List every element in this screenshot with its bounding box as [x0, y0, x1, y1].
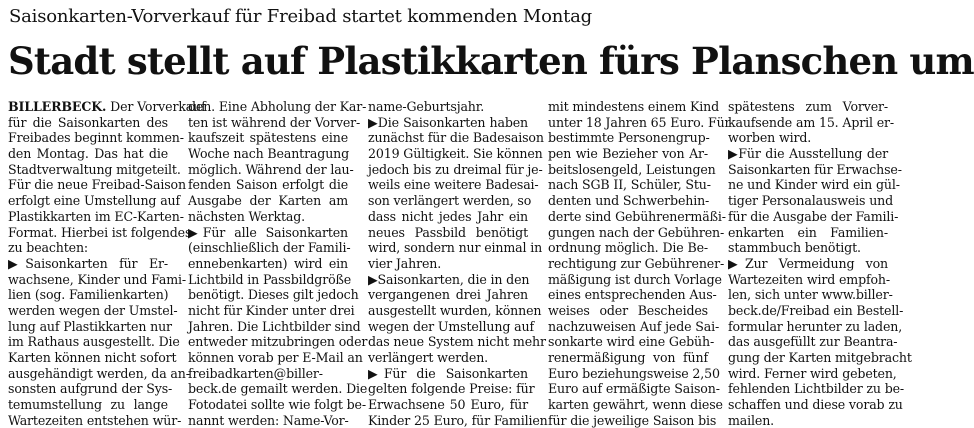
article-text-line: ▶Für die Ausstellung der — [728, 146, 888, 162]
article-text-line: verlängert werden. — [368, 350, 489, 365]
article-text-line: gung der Karten mitgebracht — [728, 350, 912, 365]
article-text-line — [8, 99, 206, 115]
article-text-line: unter 18 Jahren 65 Euro. Für — [548, 114, 731, 130]
article-text-line: lien (sog. Familienkarten) — [8, 287, 169, 303]
article-text-line: spätestens zum Vorver- — [728, 99, 888, 114]
article-text-line: ne und Kinder wird ein gül- — [728, 177, 900, 193]
article-text-line: sonsten aufgrund der Sys- — [8, 381, 173, 397]
article-text-line: wird. Ferner wird gebeten, — [728, 365, 897, 381]
article-text-line: Wartezeiten entstehen wür- — [8, 412, 182, 428]
article-text-line: ▶Saisonkarten, die in den — [368, 271, 530, 287]
article-text-line: tiger Personalausweis und — [728, 193, 894, 209]
article-headline: Stadt stellt auf Plastikkarten fürs Planschen um — [8, 39, 974, 83]
article-column-2 — [188, 99, 368, 428]
article-text-line: name-Geburtsjahr. — [368, 99, 485, 114]
article-text-line: erfolgt eine Umstellung auf — [8, 193, 181, 209]
article-text-line: Lichtbild in Passbildgröße — [188, 271, 352, 287]
article-text-line: enkarten ein Familien- — [728, 224, 888, 240]
article-text-line: ▶Saisonkarten für Er- — [8, 255, 168, 271]
article-text-line: gelten folgende Preise: für — [368, 381, 535, 397]
article-text-line: Stadtverwaltung mitgeteilt. — [8, 161, 181, 177]
article-text-line: Kinder 25 Euro, für Familien — [368, 412, 548, 428]
article-text-line: bestimmte Personengrup- — [548, 130, 710, 146]
article-column-5 — [728, 99, 912, 428]
article-text-line: Karten können nicht sofort — [8, 350, 177, 365]
article-text-line: gungen nach der Gebühren- — [548, 224, 725, 240]
article-text-line: temumstellung zu lange — [8, 397, 168, 413]
article-text-line: weises oder Bescheides — [548, 302, 708, 318]
article-text-line: Plastikkarten im EC-Karten- — [8, 208, 184, 224]
article-text-line: beitslosengeld, Leistungen — [548, 161, 716, 177]
article-text-line: wird, sondern nur einmal in — [368, 240, 543, 256]
article-text-line: Für die neue Freibad-Saison — [8, 177, 186, 193]
article-column-4 — [548, 99, 731, 428]
article-text-line: eines entsprechenden Aus- — [548, 287, 717, 303]
article-text-line: mäßigung ist durch Vorlage — [548, 271, 722, 287]
article-text-line: werden wegen der Umstel- — [8, 302, 178, 318]
article-text-line: ennebenkarten) wird ein — [188, 255, 348, 271]
article-text-line: mailen. — [728, 412, 775, 428]
article-text-line: kaufszeit spätestens eine — [188, 130, 348, 146]
article-text-line: vier Jahren. — [368, 255, 442, 271]
article-text-line: freibadkarten@biller- — [188, 365, 323, 381]
article-text-line: nächsten Werktag. — [188, 208, 305, 224]
article-text-line: worben wird. — [728, 130, 812, 146]
article-text-line: ordnung möglich. Die Be- — [548, 240, 708, 256]
article-text-line: entweder mitzubringen oder — [188, 334, 368, 350]
article-text-line: zu beachten: — [8, 240, 89, 256]
article-text-line: karten gewährt, wenn diese — [548, 397, 723, 413]
article-text-line: Saisonkarten für Erwachse- — [728, 161, 902, 177]
article-text-line: Wartezeiten wird empfoh- — [728, 271, 890, 287]
article-text-line: das ausgefüllt zur Beantra- — [728, 334, 898, 350]
article-kicker: Saisonkarten-Vorverkauf für Freibad startet kommenden Montag — [9, 6, 593, 27]
article-text-line: nicht für Kinder unter drei — [188, 302, 355, 318]
article-text-line: weils eine weitere Badesai- — [368, 177, 539, 193]
article-text-line: nach SGB II, Schüler, Stu- — [548, 177, 711, 193]
article-text-line: formular herunter zu laden, — [728, 318, 903, 334]
article-text-line: nachzuweisen Auf jede Sai- — [548, 318, 720, 334]
article-text-line: beck.de/Freibad ein Bestell- — [728, 302, 904, 318]
article-text-line: für die Ausgabe der Famili- — [728, 208, 899, 224]
article-text-line: lung auf Plastikkarten nur — [8, 318, 172, 334]
article-column-1 — [8, 99, 206, 428]
article-text-line: Format. Hierbei ist folgendes — [8, 224, 192, 240]
article-text-line: beck.de gemailt werden. Die — [188, 381, 368, 397]
article-text-line: Fotodatei sollte wie folgt be- — [188, 397, 366, 413]
article-text-line: Euro beziehungsweise 2,50 — [548, 365, 720, 381]
article-text-line: nannt werden: Name-Vor- — [188, 412, 349, 428]
article-text-line: ten ist während der Vorver- — [188, 114, 361, 130]
article-text-line: jedoch bis zu dreimal für je- — [368, 161, 543, 177]
article-text-line: können vorab per E-Mail an — [188, 350, 363, 365]
article-text-line: vergangenen drei Jahren — [368, 287, 528, 303]
article-text-line: für die Saisonkarten des — [8, 114, 168, 130]
article-text-line: stammbuch benötigt. — [728, 240, 861, 256]
article-text-line: zunächst für die Badesaison — [368, 130, 544, 146]
article-text-line: len, sich unter www.biller- — [728, 287, 893, 303]
article-column-3 — [368, 99, 548, 428]
article-dateline: BILLERBECK. — [8, 99, 107, 114]
article-text-line: 2019 Gültigkeit. Sie können — [368, 146, 543, 162]
article-text-line: wegen der Umstellung auf — [368, 318, 534, 334]
article-text-line: fehlenden Lichtbilder zu be- — [728, 381, 905, 397]
article-text-line: kaufsende am 15. April er- — [728, 114, 895, 130]
article-text-line: den. Eine Abholung der Kar- — [188, 99, 367, 114]
article-text-line: ▶Für die Saisonkarten — [368, 365, 528, 381]
article-text-line: renermäßigung von fünf — [548, 350, 708, 365]
article-text-line: Freibades beginnt kommen- — [8, 130, 184, 146]
article-text-line: den Montag. Das hat die — [8, 146, 168, 162]
article-text-line: dass nicht jedes Jahr ein — [368, 208, 528, 224]
article-text-line: derte sind Gebührenermäßi- — [548, 208, 726, 224]
article-text-line: ausgestellt wurden, können — [368, 302, 542, 318]
article-text-line: ▶Für alle Saisonkarten — [188, 224, 348, 240]
article-text-line: schaffen und diese vorab zu — [728, 397, 903, 413]
article-text-line: Jahren. Die Lichtbilder sind — [188, 318, 361, 334]
article-text-line: für die jeweilige Saison bis — [548, 412, 717, 428]
article-text-line: möglich. Während der lau- — [188, 161, 354, 177]
article-text-line: ausgehändigt werden, da an- — [8, 365, 190, 381]
article-text-line: im Rathaus ausgestellt. Die — [8, 334, 180, 350]
article-text-line: rechtigung zur Gebührener- — [548, 255, 725, 271]
article-text-line: neues Passbild benötigt — [368, 224, 528, 240]
article-text-line: (einschließlich der Famili- — [188, 240, 351, 256]
article-text-line: Woche nach Beantragung — [188, 146, 350, 162]
article-text-line: ▶Zur Vermeidung von — [728, 255, 888, 271]
article-text-line: wachsene, Kinder und Fami- — [8, 271, 187, 287]
article-text-line: ▶Die Saisonkarten haben — [368, 114, 528, 130]
article-text-line: Erwachsene 50 Euro, für — [368, 397, 528, 413]
article-text-line: son verlängert werden, so — [368, 193, 532, 209]
article-text-line: mit mindestens einem Kind — [548, 99, 720, 114]
article-text-line: das neue System nicht mehr — [368, 334, 546, 350]
article-text-line: sonkarte wird eine Gebüh- — [548, 334, 715, 350]
article-text-line: Ausgabe der Karten am — [188, 193, 348, 209]
article-text-fragment: Der Vorverkauf — [106, 99, 206, 114]
article-text-line: fenden Saison erfolgt die — [188, 177, 348, 193]
article-text-line: pen wie Bezieher von Ar- — [548, 146, 708, 162]
article-text-line: denten und Schwerbehin- — [548, 193, 710, 209]
article-text-line: Euro auf ermäßigte Saison- — [548, 381, 720, 397]
article-text-line: benötigt. Dieses gilt jedoch — [188, 287, 359, 303]
article-body — [8, 99, 912, 428]
